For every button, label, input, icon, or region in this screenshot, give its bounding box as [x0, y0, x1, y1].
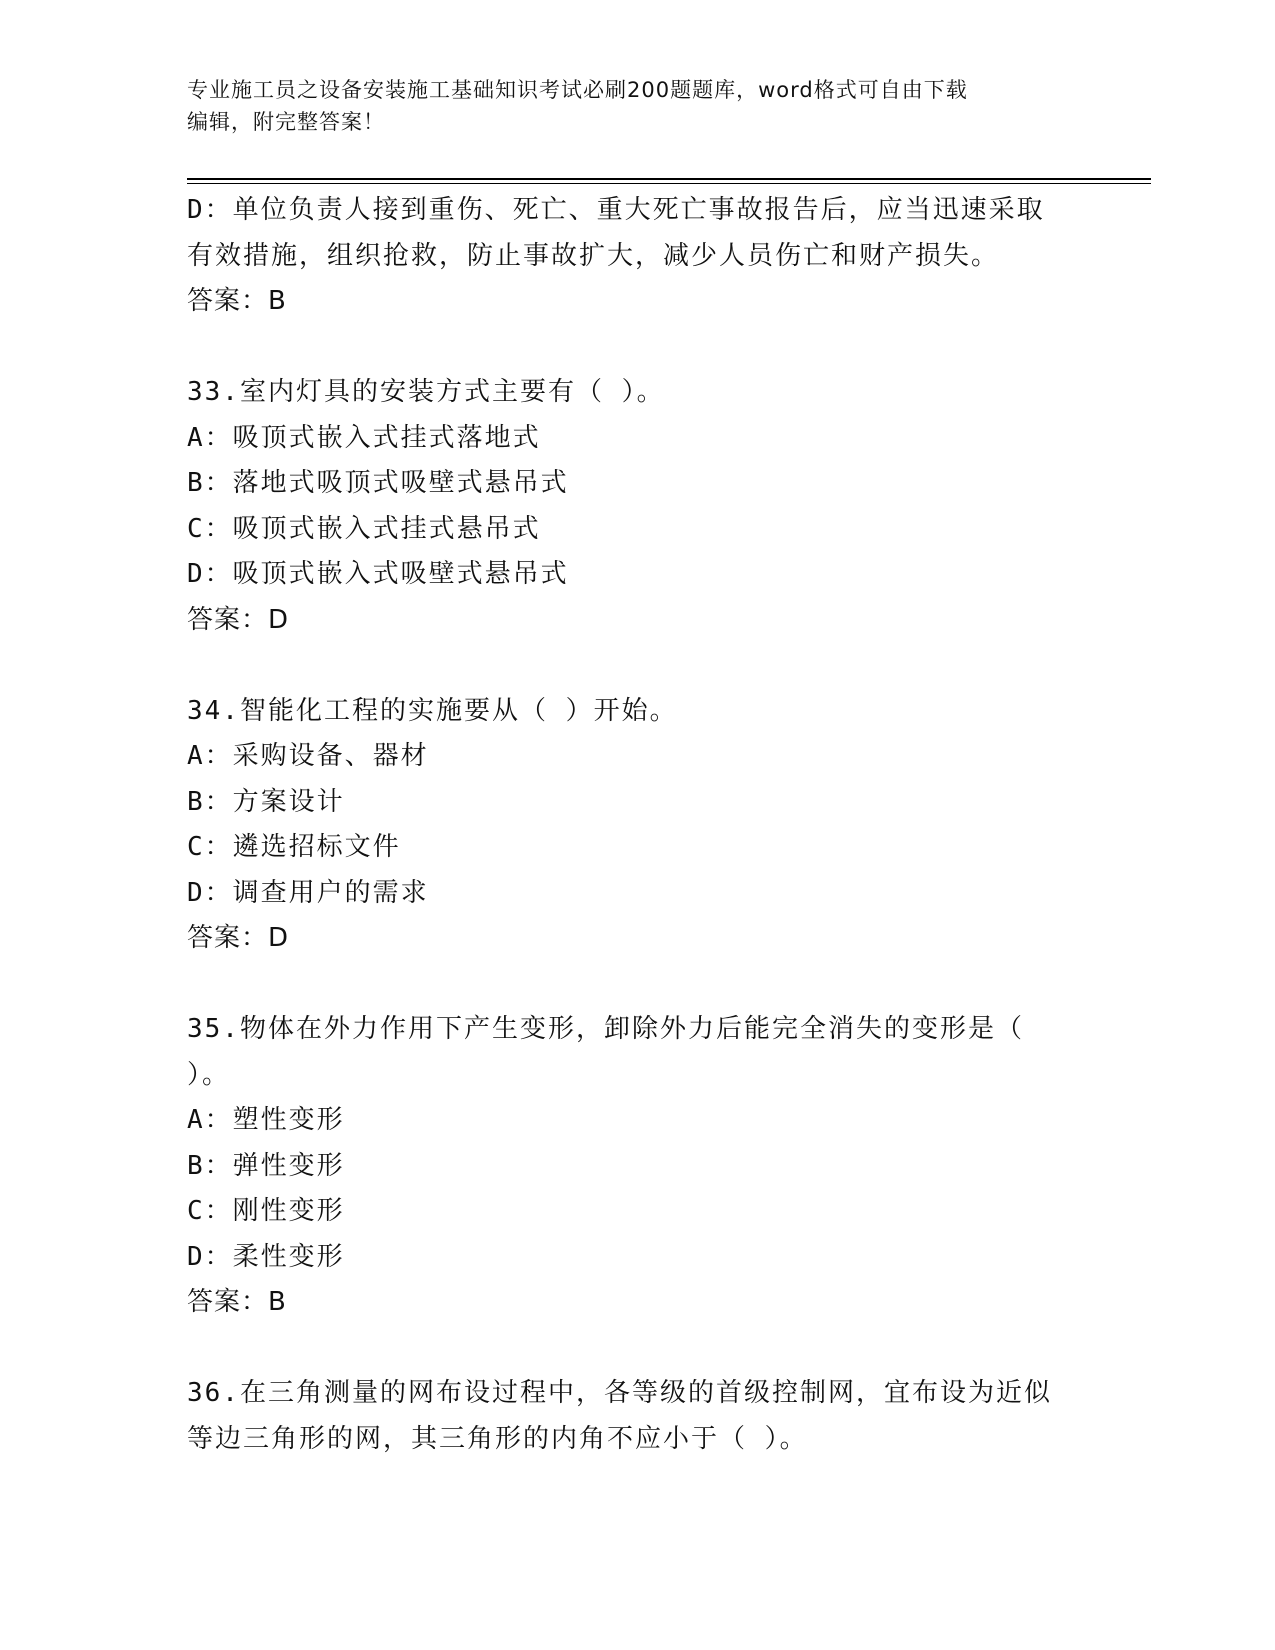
- document-header: [187, 74, 1087, 138]
- option-a: A：采购设备、器材: [187, 741, 429, 771]
- question-34: [187, 689, 1087, 962]
- option-c: C：遴选招标文件: [187, 832, 401, 862]
- option-a: A：塑性变形: [187, 1105, 345, 1135]
- question-35: [187, 1007, 1087, 1326]
- option-c: C：吸顶式嵌入式挂式悬吊式: [187, 513, 541, 544]
- option-d: D：单位负责人接到重伤、死亡、重大死亡事故报告后，应当迅速采取: [187, 195, 1045, 225]
- question-text: 34.智能化工程的实施要从（ ）开始。: [187, 695, 678, 726]
- option-d-continued: 有效措施，组织抢救，防止事故扩大，减少人员伤亡和财产损失。: [187, 240, 1000, 271]
- question-text: 36.在三角测量的网布设过程中，各等级的首级控制网，宜布设为近似: [187, 1378, 1052, 1408]
- header-title-line-2: 编辑，附完整答案！: [187, 110, 385, 134]
- answer: 答案：B: [187, 1287, 287, 1317]
- question-divider: [187, 325, 1087, 371]
- question-text: 33.室内灯具的安装方式主要有（ ）。: [187, 377, 665, 407]
- option-b: B：方案设计: [187, 786, 345, 817]
- option-d: D：吸顶式嵌入式吸壁式悬吊式: [187, 559, 569, 589]
- answer: 答案：B: [187, 286, 287, 316]
- header-title-line-1: 专业施工员之设备安装施工基础知识考试必刷200题题库，word格式可自由下载: [187, 78, 968, 102]
- answer: 答案：D: [187, 604, 290, 635]
- header-rule-thick: [187, 178, 1151, 180]
- question-32-tail: [187, 188, 1087, 325]
- option-b: B：落地式吸顶式吸壁式悬吊式: [187, 468, 569, 498]
- question-text-continued: ）。: [187, 1059, 231, 1090]
- question-36: [187, 1371, 1087, 1462]
- question-text-continued: 等边三角形的网，其三角形的内角不应小于（ ）。: [187, 1423, 808, 1454]
- option-c: C：刚性变形: [187, 1196, 345, 1226]
- option-b: B：弹性变形: [187, 1150, 345, 1181]
- answer: 答案：D: [187, 923, 290, 953]
- question-divider: [187, 962, 1087, 1008]
- question-list: [187, 188, 1087, 1462]
- question-text: 35.物体在外力作用下产生变形，卸除外力后能完全消失的变形是（: [187, 1014, 1024, 1044]
- question-33: [187, 370, 1087, 643]
- option-d: D：柔性变形: [187, 1241, 345, 1272]
- header-rule-thin: [187, 183, 1151, 184]
- question-divider: [187, 643, 1087, 689]
- question-divider: [187, 1326, 1087, 1372]
- option-a: A：吸顶式嵌入式挂式落地式: [187, 422, 541, 453]
- option-d: D：调查用户的需求: [187, 877, 429, 908]
